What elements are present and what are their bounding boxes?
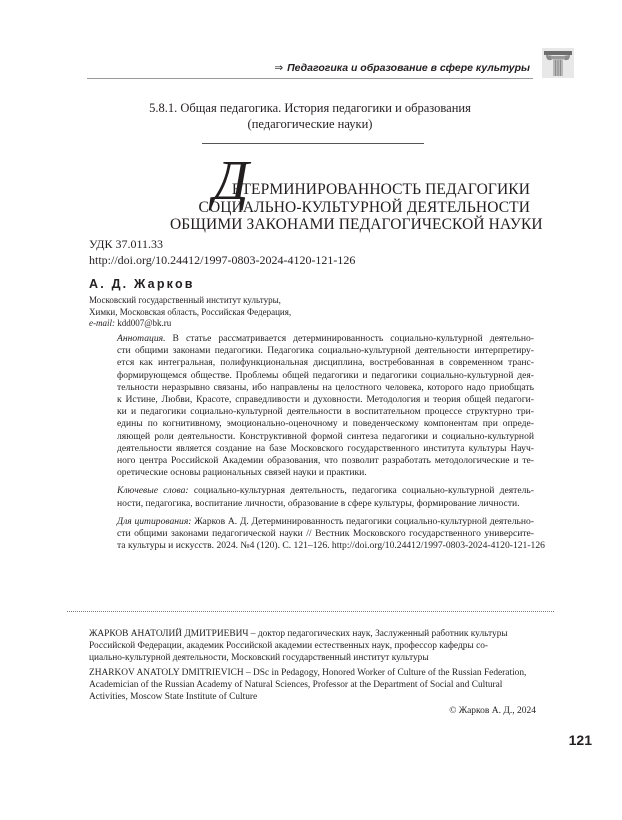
rubric [87, 100, 533, 132]
citation-line: та культуры и искусств. 2024. №4 (120). С. 121–126. http://doi.org/10.24412/1997-0803-2024-4120-121-126 [117, 540, 545, 552]
title-line-1: ЕТЕРМИНИРОВАННОСТЬ ПЕДАГОГИКИ [231, 181, 530, 198]
email-address[interactable]: kdd007@bk.ru [115, 318, 172, 328]
abstract-label: Аннотация. [117, 333, 166, 344]
bio-line: Российской Федерации, академик Российской академии естественных наук, профессор кафедры со- [89, 641, 489, 652]
running-header [274, 62, 530, 74]
abstract-line: тельности неразрывно связаны, ибо направлены на целостного человека, которого надо приобщать [117, 381, 534, 393]
title-line-3: ОБЩИМИ ЗАКОНАМИ ПЕДАГОГИЧЕСКОЙ НАУКИ [170, 216, 543, 233]
article-title [170, 181, 543, 234]
citation-line: Жарков А. Д. Детерминированность педагогики социально-культурной деятельно- [191, 515, 534, 527]
abstract-line: ного центра Российской Академии образования, что позволит разработать методологические и те- [117, 455, 534, 467]
abstract-line: ки и педагогики социально-культурной деятельности в воспитательном процессе структурно три- [117, 406, 534, 418]
citation-line: сти общими законами педагогической науки // Вестник Московского государственного университе- [117, 528, 534, 540]
footnote-separator [67, 611, 554, 612]
bio-english [89, 667, 535, 704]
rubric-line-2: (педагогические науки) [247, 117, 373, 131]
bio-line: Academician of the Russian Academy of Natural Sciences, Professor at the Department of Social and Cultural [89, 679, 503, 690]
abstract-line: ляющей роли деятельности. Конструктивной формой синтеза педагогики и социально-культурной [117, 430, 534, 442]
author-name: А. Д. Жарков [89, 277, 195, 291]
bio-russian [89, 628, 535, 665]
keywords-label: Ключевые слова: [117, 485, 189, 497]
section-title: Педагогика и образование в сфере культуры [287, 62, 530, 74]
bio-line: циально-культурной деятельности, Московский государственный институт культуры [89, 653, 429, 664]
column-capital-icon [542, 48, 574, 78]
abstract-line: к Истине, Любви, Красоте, справедливости и духовности. Методология и теория общей педагоги- [117, 394, 534, 406]
rubric-line-1: 5.8.1. Общая педагогика. История педагогики и образования [149, 101, 471, 115]
abstract-line: деятельности является создание на базе Московского государственного института культуры Науч- [117, 442, 534, 454]
bio-line: ZHARKOV ANATOLY DMITRIEVICH – DSc in Pedagogy, Honored Worker of Culture of the Russian Federation, [89, 667, 527, 678]
bio-line: ЖАРКОВ АНАТОЛИЙ ДМИТРИЕВИЧ – доктор педагогических наук, Заслуженный работник культуры [89, 629, 508, 639]
udk: УДК 37.011.33 [89, 237, 164, 251]
email-line [89, 318, 291, 330]
abstract-line: оретические основы рациональных связей науки и практики. [117, 467, 367, 479]
email-label: e-mail: [89, 318, 115, 328]
copyright: © Жарков А. Д., 2024 [449, 706, 536, 716]
bio-line: Activities, Moscow State Institute of Culture [89, 692, 258, 703]
abstract-line: сти общими законами педагогики. Педагогика социально-культурной деятельности интерпретиру- [117, 345, 534, 357]
title-dropcap: Д [213, 150, 249, 212]
doi-link[interactable]: http://doi.org/10.24412/1997-0803-2024-4120-121-126 [89, 253, 356, 267]
citation [117, 515, 545, 553]
keywords-line: ности, педагогика, воспитание личности, образование в сфере культуры, формирование личности. [117, 497, 520, 509]
page-number: 121 [568, 732, 592, 748]
rubric-rule [202, 143, 424, 144]
title-line-2: СОЦИАЛЬНО-КУЛЬТУРНОЙ ДЕЯТЕЛЬНОСТИ [198, 198, 530, 216]
author-bio [89, 628, 535, 705]
abstract-block [117, 333, 545, 558]
keywords [117, 485, 534, 509]
abstract-line: формирующемся обществе. Проблемы общей педагогики и педагогики социально-культурной дея- [117, 369, 534, 381]
affiliation-line-2: Химки, Московская область, Российская Федерация, [89, 306, 292, 317]
author-affiliation [89, 295, 291, 330]
affiliation-line-1: Московский государственный институт культуры, [89, 295, 281, 305]
abstract [117, 333, 534, 479]
abstract-line: В статье рассматривается детерминированность социально-культурной деятельно- [165, 333, 534, 344]
abstract-line: ется как интегральная, полифункциональная дисциплина, востребованная в современном транс- [117, 357, 534, 369]
citation-label: Для цитирования: [117, 515, 192, 527]
keywords-line: социально-культурная деятельность, педагогика социально-культурной деятель- [188, 485, 534, 497]
header-rule [87, 78, 533, 79]
arrow-icon: ⇒ [274, 62, 284, 74]
abstract-line: едины по когнитивному, эмоционально-оценочному и поведенческому компонентам при опреде- [117, 418, 534, 430]
